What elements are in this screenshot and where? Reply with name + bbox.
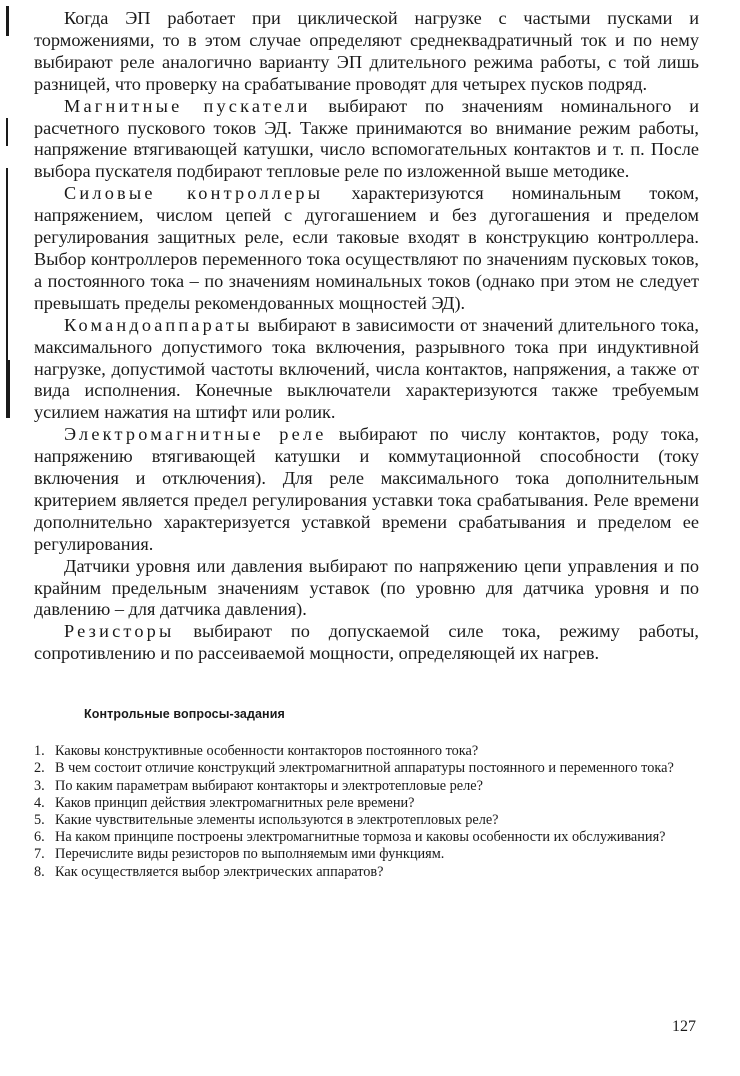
paragraph-electromagnetic-relays bbox=[34, 424, 699, 555]
question-text: В чем состоит отличие конструкций электромагнитной аппаратуры постоянного и переменного тока? bbox=[55, 760, 674, 777]
question-number: 8. bbox=[34, 863, 45, 880]
paragraph-power-controllers bbox=[34, 183, 699, 314]
question-text: Каковы конструктивные особенности контакторов постоянного тока? bbox=[55, 743, 479, 760]
list-item bbox=[34, 812, 699, 829]
list-item bbox=[34, 846, 699, 863]
question-number: 5. bbox=[34, 812, 45, 828]
question-text: На каком принципе построены электромагнитные тормоза и каковы особенности их обслуживания? bbox=[55, 829, 666, 846]
list-item bbox=[34, 795, 699, 812]
paragraph-lead: Электромагнитные реле bbox=[64, 424, 327, 445]
list-item bbox=[34, 864, 699, 881]
question-text: Каков принцип действия электромагнитных реле времени? bbox=[55, 794, 415, 811]
paragraph-text: выбирают в зависимости от значений длительного тока, максимального допустимого тока включения, разрывного тока при индуктивной нагрузке, допустимой частоты включений, числа контактов, напряжения, а также от вида исполнения. Конечные выключатели характеризуются также требуемым усилием нажатия на штифт или ролик. bbox=[34, 314, 699, 423]
list-item bbox=[34, 760, 699, 777]
paragraph-resistors bbox=[34, 621, 699, 665]
paragraph-text: Когда ЭП работает при циклической нагрузке с частыми пусками и торможениями, то в этом случае определяют среднеквадратичный ток и по нему выбирают реле аналогично варианту ЭП длительного режима работы, с той лишь разницей, что проверку на срабатывание проводят для четырех пусков подряд. bbox=[34, 8, 699, 94]
question-text: Как осуществляется выбор электрических аппаратов? bbox=[55, 863, 384, 880]
paragraph-lead: Резисторы bbox=[64, 621, 175, 642]
paragraph-text: выбирают по числу контактов, роду тока, напряжению втягивающей катушки и коммутационной способности (току включения и отключения). Для реле максимального тока дополнительным критерием является предел регулирования уставки тока срабатывания. Реле времени дополнительно характеризуется уставкой времени срабатывания и пределом ее регулирования. bbox=[34, 424, 700, 554]
list-item bbox=[34, 778, 699, 795]
paragraph-lead: Силовые контроллеры bbox=[64, 183, 324, 204]
question-number: 4. bbox=[34, 794, 45, 811]
questions-heading: Контрольные вопросы-задания bbox=[84, 707, 285, 722]
question-text: Перечислите виды резисторов по выполняемым ими функциям. bbox=[55, 846, 445, 863]
question-number: 7. bbox=[34, 846, 45, 863]
scan-mark-bar bbox=[6, 360, 10, 418]
paragraph-text: выбирают по допускаемой силе тока, режиму работы, сопротивлению и по рассеиваемой мощности, определяющей их нагрев. bbox=[34, 621, 699, 664]
paragraph-command-devices bbox=[34, 315, 699, 425]
paragraph-magnetic-starters bbox=[34, 96, 699, 184]
paragraph-text: выбирают по значениям номинального и расчетного пускового токов ЭД. Также принимаются во внимание режим работы, напряжение втягивающей катушки, число вспомогательных контактов и т. п. После выбора пускателя подбирают тепловые реле по изложенной выше методике. bbox=[34, 95, 699, 182]
paragraph-lead: Магнитные пускатели bbox=[64, 95, 311, 116]
paragraph-text: характеризуются номинальным током, напряжением, числом цепей с дугогашением и без дугогашения и пределом регулирования защитных реле, если таковые входят в конструкцию контроллера. Выбор контроллеров переменного тока осуществляют по значениям пусковых токов, а постоянного тока – по значениям номинальных токов (однако при этом не следует превышать пределы рекомендованных мощностей ЭД). bbox=[34, 183, 699, 313]
paragraph-sensors bbox=[34, 556, 699, 622]
question-number: 2. bbox=[34, 760, 45, 777]
question-number: 3. bbox=[34, 777, 45, 794]
scan-mark-top bbox=[6, 6, 9, 36]
scan-mark-mid bbox=[6, 118, 8, 146]
questions-list bbox=[34, 743, 699, 881]
question-text: По каким параметрам выбирают контакторы и электротепловые реле? bbox=[55, 777, 483, 794]
page-number: 127 bbox=[672, 1018, 696, 1035]
paragraph-1 bbox=[34, 8, 699, 96]
paragraph-lead: Командоаппараты bbox=[64, 314, 253, 335]
list-item bbox=[34, 829, 699, 846]
list-item bbox=[34, 743, 699, 760]
paragraph-text: Датчики уровня или давления выбирают по напряжению цепи управления и по крайним предельным значениям уставок (по уровню для датчика уровня и по давлению – для датчика давления). bbox=[34, 555, 699, 620]
question-number: 6. bbox=[34, 829, 45, 846]
question-text: Какие чувствительные элементы используются в электротепловых реле? bbox=[55, 812, 499, 828]
page-body bbox=[34, 8, 699, 881]
question-number: 1. bbox=[34, 743, 45, 760]
